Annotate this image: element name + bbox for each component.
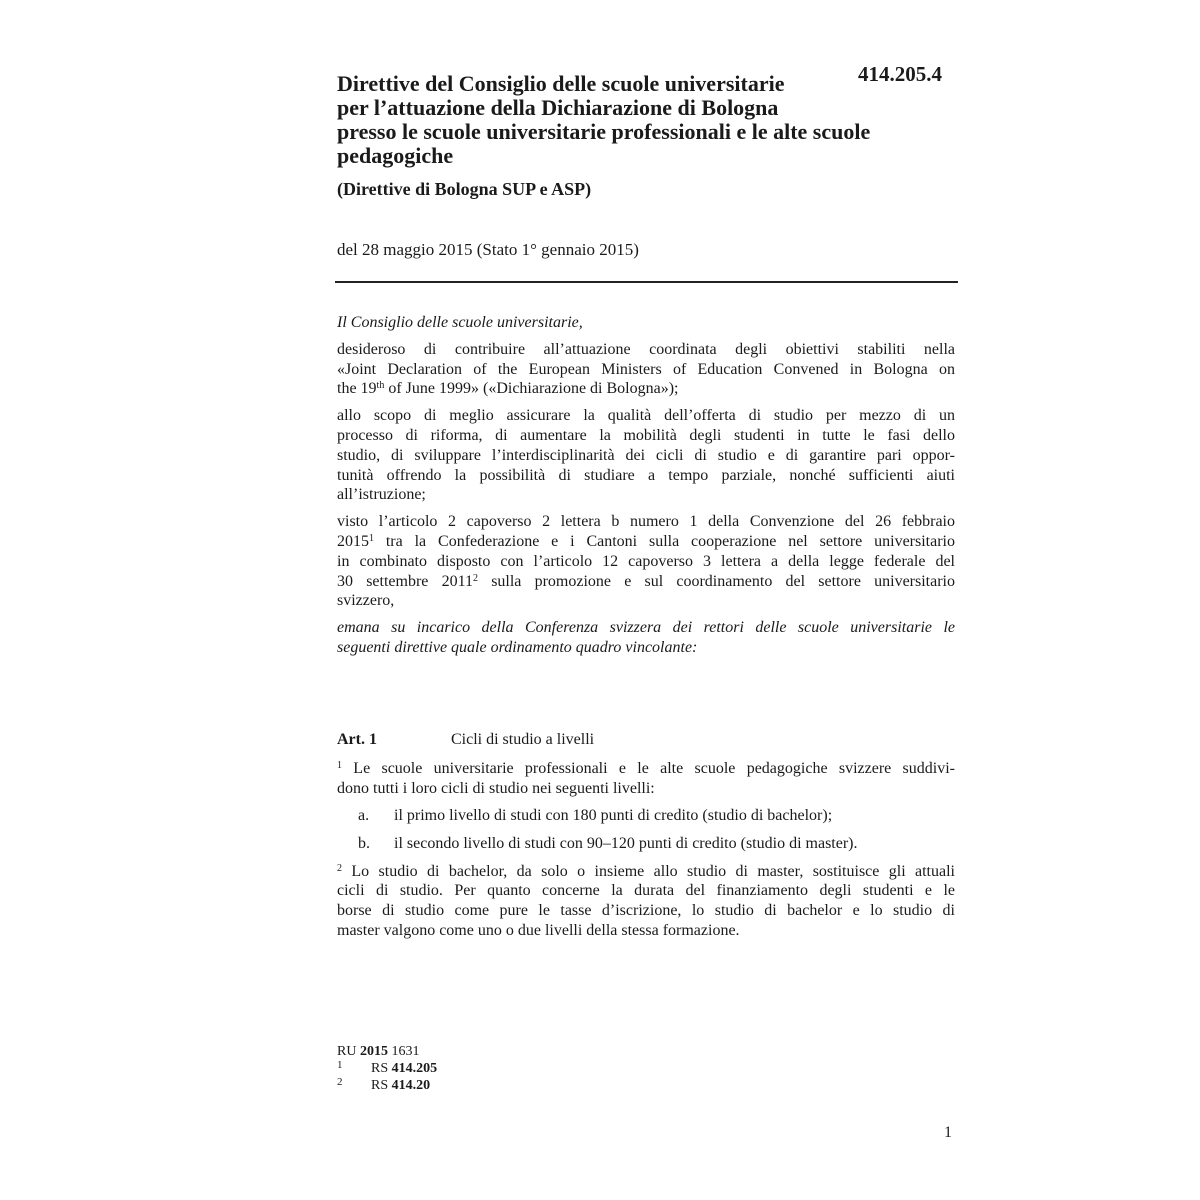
text-line: allo scopo di meglio assicurare la qualità dell’offerta di studio per mezzo di un (337, 407, 955, 425)
footnote-prefix: RS (371, 1078, 392, 1093)
text-line: borse di studio come pure le tasse d’iscrizione, lo studio di bachelor e lo studio di (337, 902, 955, 920)
text-segment: sulla promozione e sul coordinamento del settore universitario (478, 572, 955, 590)
text-segment: the 19 (337, 380, 377, 398)
text-segment: 30 settembre 2011 (337, 572, 473, 590)
header-divider (335, 281, 958, 283)
text-line: studio, di sviluppare l’interdisciplinarità dei cicli di studio e di garantire pari oppor- (337, 446, 955, 464)
article-paragraph (337, 862, 955, 941)
text-line: in combinato disposto con l’articolo 12 capoverso 3 lettera a della legge federale del (337, 552, 955, 570)
paragraph-number: 1 (337, 760, 342, 771)
paragraph-number: 2 (337, 862, 342, 874)
footnote-number: 2 (337, 1076, 343, 1088)
date-line: del 28 maggio 2015 (Stato 1° gennaio 2015) (337, 240, 639, 259)
preamble-paragraph (337, 618, 955, 658)
preamble-intro: Il Consiglio delle scuole universitarie, (337, 314, 583, 331)
ru-year: 2015 (359, 1044, 388, 1059)
list-item-text: il secondo livello di studi con 90–120 punti di credito (studio di master). (394, 834, 858, 852)
footer (337, 1043, 438, 1094)
footnote (337, 1059, 438, 1077)
footnote-number: 1 (337, 1059, 343, 1071)
text-segment: tra la Confederazione e i Cantoni sulla cooperazione nel settore universitario (374, 532, 955, 550)
list-item (337, 834, 955, 854)
text-line: seguenti direttive quale ordinamento quadro vincolante: (337, 638, 698, 656)
page-number: 1 (944, 1124, 952, 1141)
text-line: «Joint Declaration of the European Ministers of Education Convened in Bologna on (337, 360, 955, 378)
ru-prefix: RU (337, 1044, 360, 1059)
title-line: Direttive del Consiglio delle scuole universitarie (337, 71, 785, 96)
footnote-text (371, 1077, 430, 1094)
article-heading (337, 730, 955, 750)
text-line: visto l’articolo 2 capoverso 2 lettera b numero 1 della Convenzione del 26 febbraio (337, 513, 955, 531)
title-line: per l’attuazione della Dichiarazione di Bologna (337, 95, 779, 120)
text-line (337, 379, 955, 399)
text-line (337, 572, 955, 592)
footnote-text (371, 1060, 437, 1077)
text-line: emana su incarico della Conferenza svizzera dei rettori delle scuole universitarie le (337, 619, 955, 637)
footnote-ref[interactable]: 2 (473, 572, 478, 584)
footnote-ref[interactable]: 1 (369, 532, 374, 544)
text-line (337, 862, 955, 882)
article-number: Art. 1 (337, 731, 377, 748)
superscript: th (376, 380, 385, 392)
footnote-ref-link[interactable]: 414.20 (391, 1078, 431, 1093)
text-segment: Le scuole universitarie professionali e le alte scuole pedagogiche svizzere suddivi- (342, 760, 955, 777)
text-segment: 2015 (337, 532, 369, 550)
text-line: processo di riforma, di aumentare la mobilità degli studenti in tutte le fasi dello (337, 426, 955, 444)
text-line: all’istruzione; (337, 486, 426, 504)
article-paragraph (337, 759, 955, 799)
text-line: cicli di studio. Per quanto concerne la durata del finanziamento degli studenti e le (337, 882, 955, 900)
article-title: Cicli di studio a livelli (451, 731, 595, 748)
sr-number: 414.205.4 (858, 62, 942, 86)
article-1 (337, 730, 955, 948)
footnote-ref-link[interactable]: 414.205 (391, 1061, 438, 1076)
list-item-text: il primo livello di studi con 180 punti di credito (studio di bachelor); (394, 806, 833, 824)
footnote (337, 1076, 431, 1094)
title-line: presso le scuole universitarie professionali e le alte scuole (337, 119, 871, 144)
list-marker: a. (358, 806, 370, 824)
ru-page: 1631 (387, 1044, 420, 1059)
text-line: tunità offrendo la possibilità di studiare a tempo parziale, nonché sufficienti aiuti (337, 466, 955, 484)
preamble-paragraph (337, 406, 955, 505)
footnote-prefix: RS (371, 1061, 392, 1076)
preamble (337, 313, 955, 665)
list-item (337, 806, 955, 826)
text-segment: of June 1999» («Dichiarazione di Bologna»); (384, 380, 679, 398)
text-line: desideroso di contribuire all’attuazione coordinata degli obiettivi stabiliti nella (337, 340, 955, 358)
list-marker: b. (358, 834, 370, 852)
short-title: (Direttive di Bologna SUP e ASP) (337, 179, 592, 199)
text-line (337, 759, 955, 779)
text-line (337, 532, 955, 552)
preamble-paragraph (337, 512, 955, 611)
text-line: master valgono come uno o due livelli della stessa formazione. (337, 921, 740, 939)
ru-reference (337, 1043, 419, 1060)
document-title (337, 72, 957, 168)
text-segment: Lo studio di bachelor, da solo o insieme allo studio di master, sostituisce gli attuali (342, 862, 955, 880)
preamble-paragraph (337, 340, 955, 399)
text-line: dono tutti i loro cicli di studio nei seguenti livelli: (337, 779, 655, 797)
text-line: svizzero, (337, 592, 395, 610)
title-line: pedagogiche (337, 143, 454, 168)
